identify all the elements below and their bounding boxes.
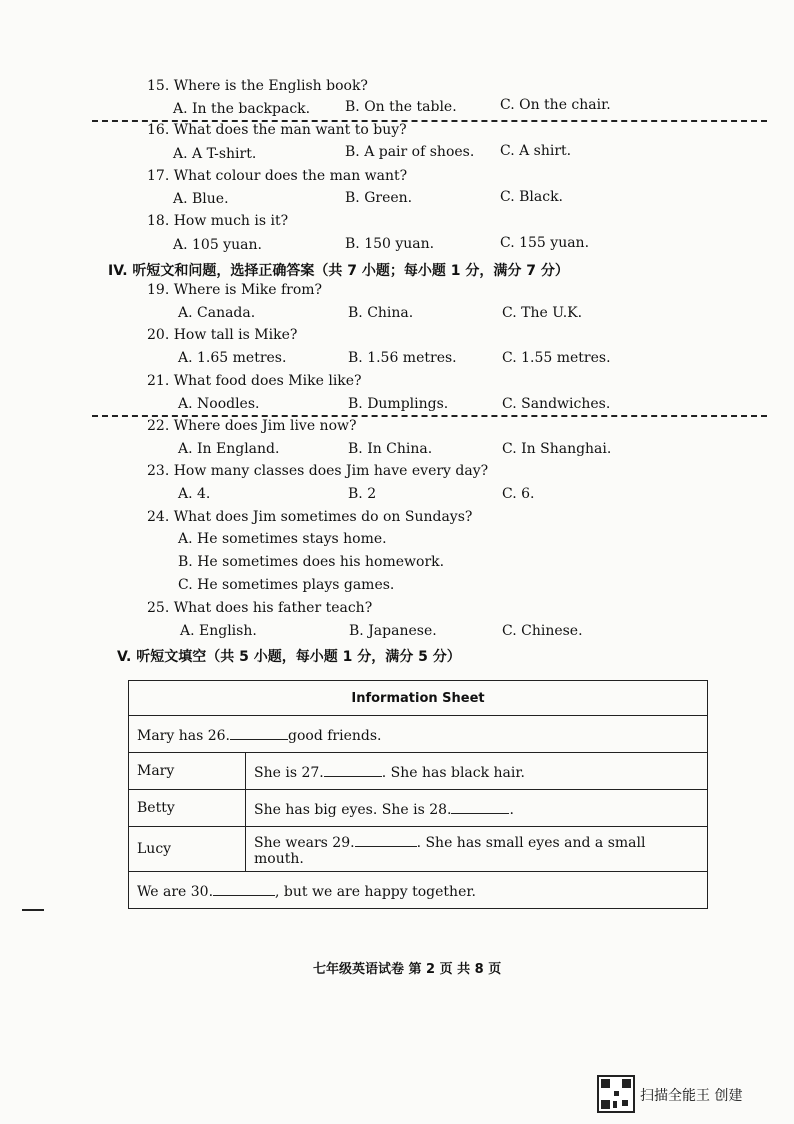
question-20: 20. How tall is Mike? [147,327,298,343]
label-lucy: Lucy [129,827,246,872]
option-a: A. English. [180,623,257,639]
betty-desc [246,790,708,827]
option-b: B. In China. [348,441,433,457]
option-b: B. China. [348,305,414,321]
option-a: A. In England. [178,441,280,457]
option-b: B. Green. [345,190,413,206]
option-a: A. Blue. [173,191,229,207]
option-a: A. In the backpack. [173,101,311,117]
option-b: B. He sometimes does his homework. [178,554,445,570]
scanner-watermark: 扫描全能王 创建 [640,1088,743,1104]
answer-blank-26[interactable] [230,725,288,740]
option-b: B. 2 [348,486,377,502]
table-row [129,872,708,909]
question-19: 19. Where is Mike from? [147,282,323,298]
row-text: , but we are happy together. [275,883,476,900]
row-text: She has big eyes. She is 28. [254,801,452,818]
option-c: C. 155 yuan. [500,235,590,251]
question-17: 17. What colour does the man want? [147,168,408,184]
row-text: good friends. [288,727,382,744]
option-a: A. 1.65 metres. [178,350,287,366]
question-22: 22. Where does Jim live now? [147,418,357,434]
table-row [129,827,708,872]
answer-blank-29[interactable] [355,832,417,847]
section-v-title: V. 听短文填空（共 5 小题，每小题 1 分，满分 5 分） [117,649,461,665]
table-row [129,790,708,827]
row-text: . She has black hair. [381,764,525,781]
page-footer: 七年级英语试卷 第 2 页 共 8 页 [313,962,502,977]
fold-line [92,415,767,417]
row-text: Mary has 26. [137,727,230,744]
answer-blank-30[interactable] [213,881,275,896]
row-text: She wears 29. [254,834,355,851]
option-a: A. He sometimes stays home. [178,531,387,547]
margin-mark [22,909,44,911]
option-b: B. 150 yuan. [345,236,435,252]
lucy-desc [246,827,708,872]
row-summary [129,872,708,909]
qr-code-icon [597,1075,635,1113]
table-header: Information Sheet [129,681,708,716]
question-15: 15. Where is the English book? [147,78,368,94]
option-c: C. 6. [502,486,535,502]
row-mary-friends [129,716,708,753]
question-18: 18. How much is it? [147,213,289,229]
row-text: We are 30. [137,883,214,900]
option-b: B. Japanese. [349,623,437,639]
information-sheet-table [128,680,708,909]
option-a: A. A T-shirt. [173,146,257,162]
option-b: B. A pair of shoes. [345,144,475,160]
option-c: C. A shirt. [500,143,572,159]
question-21: 21. What food does Mike like? [147,373,362,389]
row-text: . [509,801,514,818]
option-a: A. Canada. [178,305,256,321]
label-mary: Mary [129,753,246,790]
option-c: C. Chinese. [502,623,583,639]
section-iv-title: IV. 听短文和问题，选择正确答案（共 7 小题；每小题 1 分，满分 7 分） [108,263,569,279]
row-text: She is 27. [254,764,324,781]
option-c: C. He sometimes plays games. [178,577,395,593]
row-text: . She has small eyes and a small mouth. [254,834,646,867]
option-c: C. Black. [500,189,563,205]
option-b: B. Dumplings. [348,396,449,412]
question-23: 23. How many classes does Jim have every day? [147,463,489,479]
option-a: A. 105 yuan. [173,237,262,253]
option-b: B. 1.56 metres. [348,350,457,366]
table-row [129,716,708,753]
mary-desc [246,753,708,790]
question-24: 24. What does Jim sometimes do on Sundays? [147,509,473,525]
option-c: C. On the chair. [500,97,611,113]
option-c: C. In Shanghai. [502,441,612,457]
option-c: C. Sandwiches. [502,396,611,412]
option-c: C. 1.55 metres. [502,350,611,366]
answer-blank-27[interactable] [324,762,382,777]
option-b: B. On the table. [345,99,457,115]
option-a: A. 4. [178,486,211,502]
answer-blank-28[interactable] [451,799,509,814]
question-25: 25. What does his father teach? [147,600,373,616]
option-a: A. Noodles. [178,396,260,412]
table-row [129,753,708,790]
question-16: 16. What does the man want to buy? [147,122,407,138]
label-betty: Betty [129,790,246,827]
option-c: C. The U.K. [502,305,583,321]
